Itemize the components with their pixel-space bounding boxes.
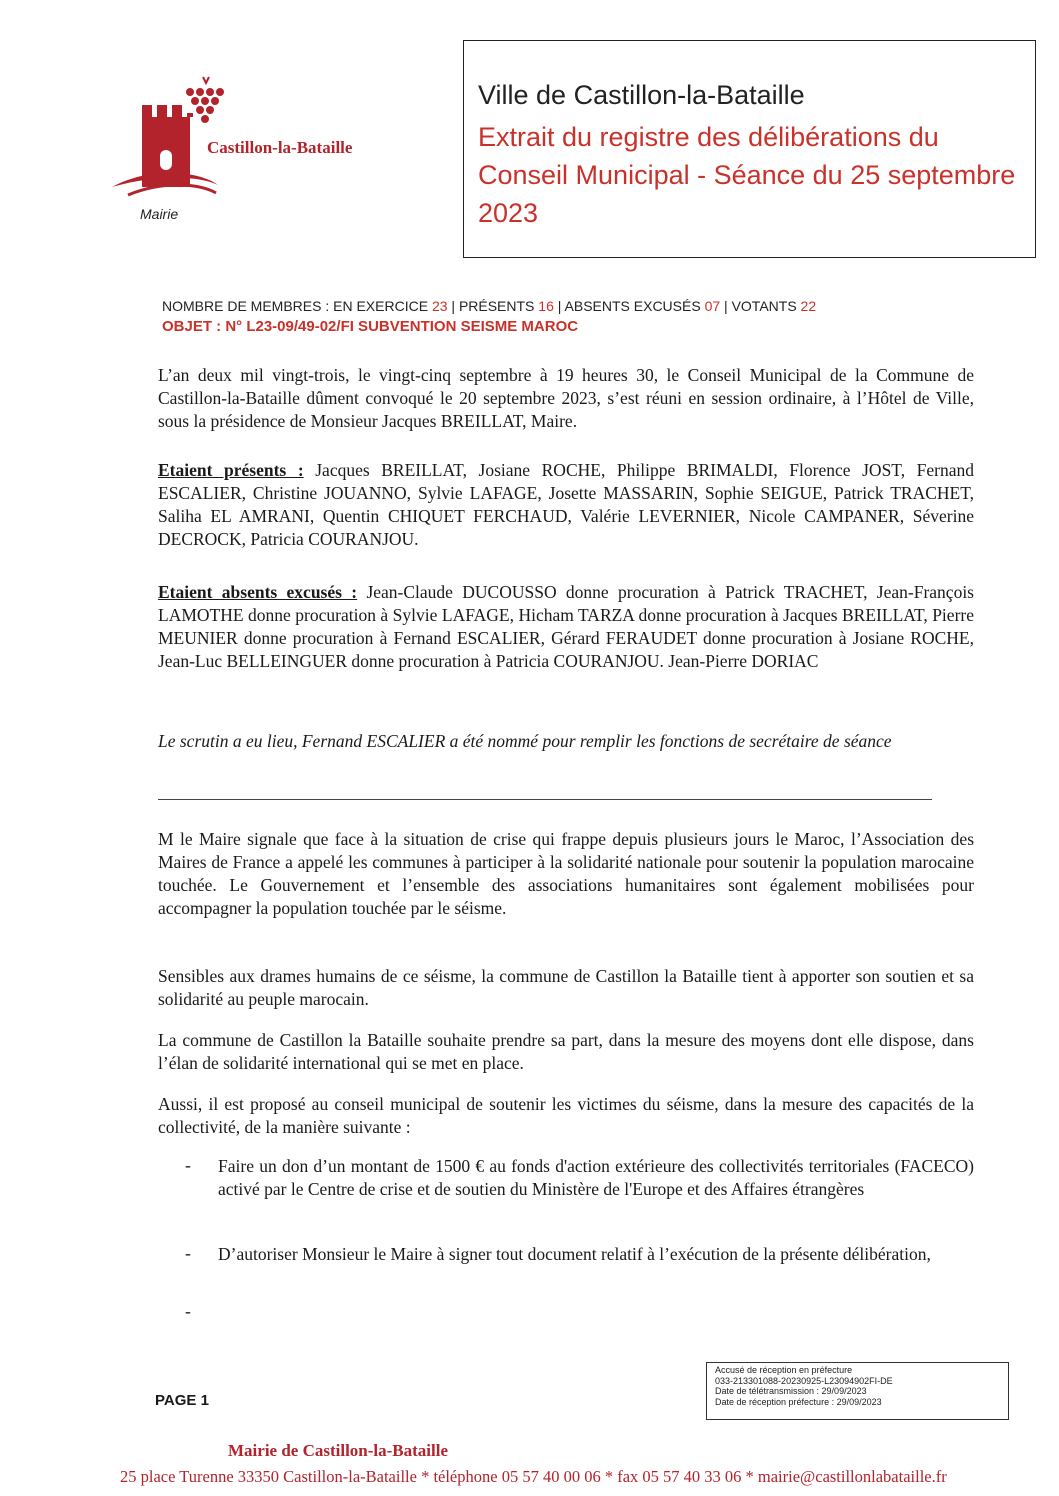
votants-label: VOTANTS [731, 298, 797, 314]
bullet-marker: - [185, 1155, 191, 1175]
absents-list: Jean-Claude DUCOUSSO donne procuration à Patrick TRACHET, Jean-François LAMOTHE donne procuration à Sylvie LAFAGE, Hicham TARZA donne procuration à Jacques BREILLAT, Pierre MEUNIER donne procuration à Fernand ESCALIER, Gérard FERAUDET donne procuration à Josiane ROCHE, Jean-Luc BELLEINGUER donne procuration à Patricia COURANJOU. Jean-Pierre DORIAC [158, 582, 974, 671]
absents-paragraph [158, 581, 974, 673]
presents-paragraph [158, 459, 974, 551]
presents-label: PRÉSENTS [458, 298, 535, 314]
scrutin-paragraph: Le scrutin a eu lieu, Fernand ESCALIER a été nommé pour remplir les fonctions de secrétaire de séance [158, 731, 892, 751]
presents-value: 16 [538, 298, 554, 314]
logo-subtitle: Mairie [140, 206, 179, 222]
body-paragraph-2: Sensibles aux drames humains de ce séisme, la commune de Castillon la Bataille tient à apporter son soutien et sa solidarité au peuple marocain. [158, 966, 974, 1009]
page-number: PAGE 1 [155, 1392, 209, 1409]
presents-label: Etaient présents : [158, 460, 304, 480]
prefecture-stamp [706, 1362, 1009, 1420]
objet-line: OBJET : N° L23-09/49-02/FI SUBVENTION SEISME MAROC [162, 318, 579, 335]
footer-name: Mairie de Castillon-la-Bataille [228, 1441, 449, 1460]
divider [158, 799, 932, 800]
absents-label: ABSENTS EXCUSÉS [564, 298, 701, 314]
absents-label: Etaient absents excusés : [158, 582, 358, 602]
en-exercice-label: NOMBRE DE MEMBRES : EN EXERCICE [162, 298, 429, 314]
bullet-marker: - [185, 1243, 191, 1263]
votants-value: 22 [800, 298, 817, 314]
bullet-item: D’autoriser Monsieur le Maire à signer tout document relatif à l’exécution de la présente délibération, [218, 1244, 931, 1264]
bullet-marker: - [185, 1301, 191, 1321]
stamp-line: Date de réception préfecture : 29/09/2023 [715, 1396, 882, 1407]
intro-paragraph: L’an deux mil vingt-trois, le vingt-cinq septembre à 19 heures 30, le Conseil Municipal de la Commune de Castillon-la-Bataille dûment convoqué le 20 septembre 2023, s’est réuni en session ordinaire, à l’Hôtel de Ville, sous la présidence de Monsieur Jacques BREILLAT, Maire. [158, 365, 974, 431]
logo-name: Castillon-la-Bataille [207, 138, 353, 157]
header-title: Extrait du registre des délibérations du Conseil Municipal - Séance du 25 septembre 2023 [478, 122, 1016, 228]
header-city: Ville de Castillon-la-Bataille [478, 80, 805, 110]
body-paragraph-1: M le Maire signale que face à la situation de crise qui frappe depuis plusieurs jours le Maroc, l’Association des Maires de France a appelé les communes à participer à la solidarité nationale pour soutenir la population marocaine touchée. Le Gouvernement et l’ensemble des associations humanitaires sont également mobilisées pour accompagner la population touchée par le séisme. [158, 829, 974, 918]
stamp-line: 033-213301088-20230925-L23094902FI-DE [715, 1375, 893, 1386]
body-paragraph-3: La commune de Castillon la Bataille souhaite prendre sa part, dans la mesure des moyens dont elle dispose, dans l’élan de solidarité international qui se met en place. [158, 1030, 974, 1073]
stamp-line: Date de télétransmission : 29/09/2023 [715, 1386, 867, 1396]
presents-list: Jacques BREILLAT, Josiane ROCHE, Philippe BRIMALDI, Florence JOST, Fernand ESCALIER, Christine JOUANNO, Sylvie LAFAGE, Josette MASSARIN, Sophie SEIGUE, Patrick TRACHET, Saliha EL AMRANI, Quentin CHIQUET FERCHAUD, Valérie LEVERNIER, Nicole CAMPANER, Séverine DECROCK, Patricia COURANJOU. [158, 460, 974, 549]
member-stats: NOMBRE DE MEMBRES : EN EXERCICE 23 | PRÉSENTS 16 | ABSENTS EXCUSÉS 07 | VOTANTS 22 [162, 298, 817, 314]
absents-value: 07 [704, 298, 721, 314]
bullet-item: Faire un don d’un montant de 1500 € au fonds d'action extérieure des collectivités territoriales (FACECO) activé par le Centre de crise et de soutien du Ministère de l'Europe et des Affaires étrangères [218, 1156, 974, 1199]
en-exercice-value: 23 [431, 298, 448, 314]
footer-address: 25 place Turenne 33350 Castillon-la-Bataille * téléphone 05 57 40 00 06 * fax 05 57 40 33 06 * mairie@castillonlabataille.fr [120, 1467, 947, 1486]
body-paragraph-4: Aussi, il est proposé au conseil municipal de soutenir les victimes du séisme, dans la mesure des capacités de la collectivité, de la manière suivante : [158, 1094, 974, 1137]
stamp-line: Accusé de réception en préfecture [715, 1365, 853, 1375]
